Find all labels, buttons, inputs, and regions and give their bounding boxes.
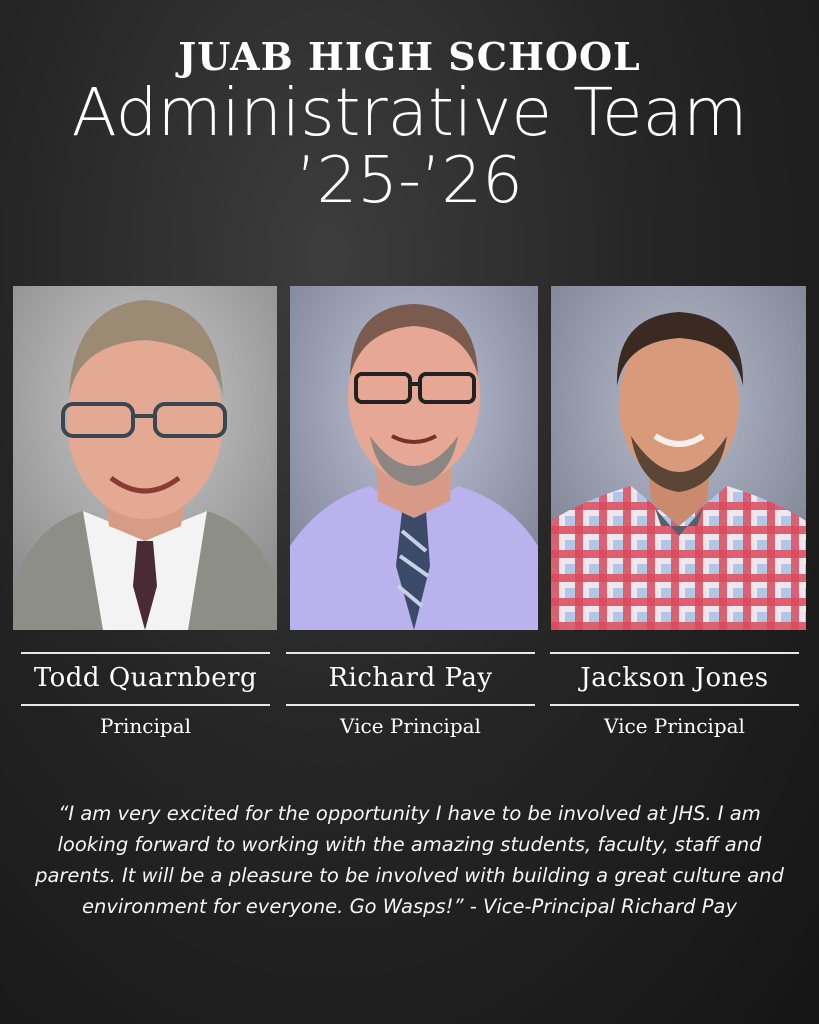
team-card-principal <box>21 652 270 738</box>
member-name: Jackson Jones <box>580 663 769 693</box>
member-role: Vice Principal <box>604 714 745 738</box>
portrait-vice-principal-jones <box>551 286 806 630</box>
member-name: Todd Quarnberg <box>33 663 258 693</box>
page-title: Administrative Team <box>71 74 748 151</box>
school-year: ’25-’26 <box>296 144 523 218</box>
member-role: Vice Principal <box>340 714 481 738</box>
portrait-principal <box>13 286 277 630</box>
school-name: JUAB HIGH SCHOOL <box>178 34 641 79</box>
divider <box>21 704 270 706</box>
team-card-vice-principal-jones <box>550 652 799 738</box>
team-card-vice-principal-pay <box>286 652 535 738</box>
quote-text: “I am very excited for the opportunity I have to be involved at JHS. I am looking forward to working with the amazing students, faculty, staff and parents. It will be a pleasure to be involved with building a great culture and environment for everyone. Go Wasps!” - Vice-Principal Richard Pay <box>35 802 784 918</box>
member-role: Principal <box>99 714 191 738</box>
member-name: Richard Pay <box>328 663 493 693</box>
divider <box>550 704 799 706</box>
divider <box>286 704 535 706</box>
portrait-vice-principal-pay <box>290 286 538 630</box>
